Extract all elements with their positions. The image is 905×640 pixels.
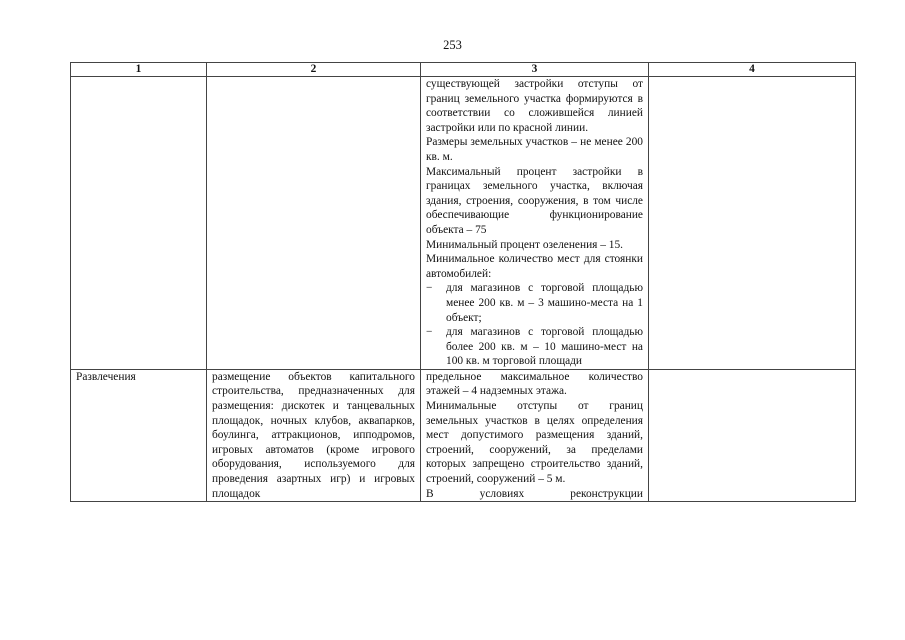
paragraph: В условиях реконструкции <box>426 487 643 500</box>
paragraph: Размеры земельных участков – не менее 200 кв. м. <box>426 136 643 163</box>
header-col-3: 3 <box>421 63 649 77</box>
row2-col3 <box>421 369 649 501</box>
row1-col4 <box>649 77 856 370</box>
paragraph: Максимальный процент застройки в границах земельного участка, включая здания, строения, сооружения, в том числе обеспечивающие функционирование объекта – 75 <box>426 165 643 236</box>
table-row <box>71 77 856 370</box>
row1-col1 <box>71 77 207 370</box>
paragraph: предельное максимальное количество этажей – 4 надземных этажа. <box>426 370 643 398</box>
header-row <box>71 63 856 77</box>
row2-col1: Развлечения <box>71 369 207 501</box>
header-col-4: 4 <box>649 63 856 77</box>
header-col-1: 1 <box>71 63 207 77</box>
row1-col2 <box>207 77 421 370</box>
row2-col2 <box>207 369 421 501</box>
header-col-2: 2 <box>207 63 421 77</box>
paragraph: размещение объектов капитального строительства, предназначенных для размещения: дискотек и танцевальных площадок, ночных клубов, аквапарков, боулинга, аттракционов, ипподромов, игровых автоматов (кроме игрового оборудования, используемого для проведения азартных игр) и игровых площадок <box>212 370 415 500</box>
regulations-table <box>70 62 856 502</box>
row1-col3 <box>421 77 649 370</box>
table-row <box>71 369 856 501</box>
parking-list <box>426 281 643 369</box>
paragraph: Минимальное количество мест для стоянки автомобилей: <box>426 253 643 280</box>
paragraph: существующей застройки отступы от границ земельного участка формируются в соответствии со сложившейся линией застройки или по красной линии. <box>426 78 643 134</box>
list-item: − для магазинов с торговой площадью менее 200 кв. м – 3 машино-места на 1 объект; <box>426 281 643 325</box>
page-number: 253 <box>443 38 462 52</box>
paragraph: Минимальные отступы от границ земельных участков в целях определения мест допустимого размещения зданий, строений, сооружений, за пределами которых запрещено строительство зданий, строений, сооружений – 5 м. <box>426 400 643 486</box>
row2-col4 <box>649 369 856 501</box>
paragraph: Минимальный процент озеленения – 15. <box>426 238 624 251</box>
list-item: − для магазинов с торговой площадью более 200 кв. м – 10 машино-мест на 100 кв. м торговой площади <box>426 325 643 369</box>
